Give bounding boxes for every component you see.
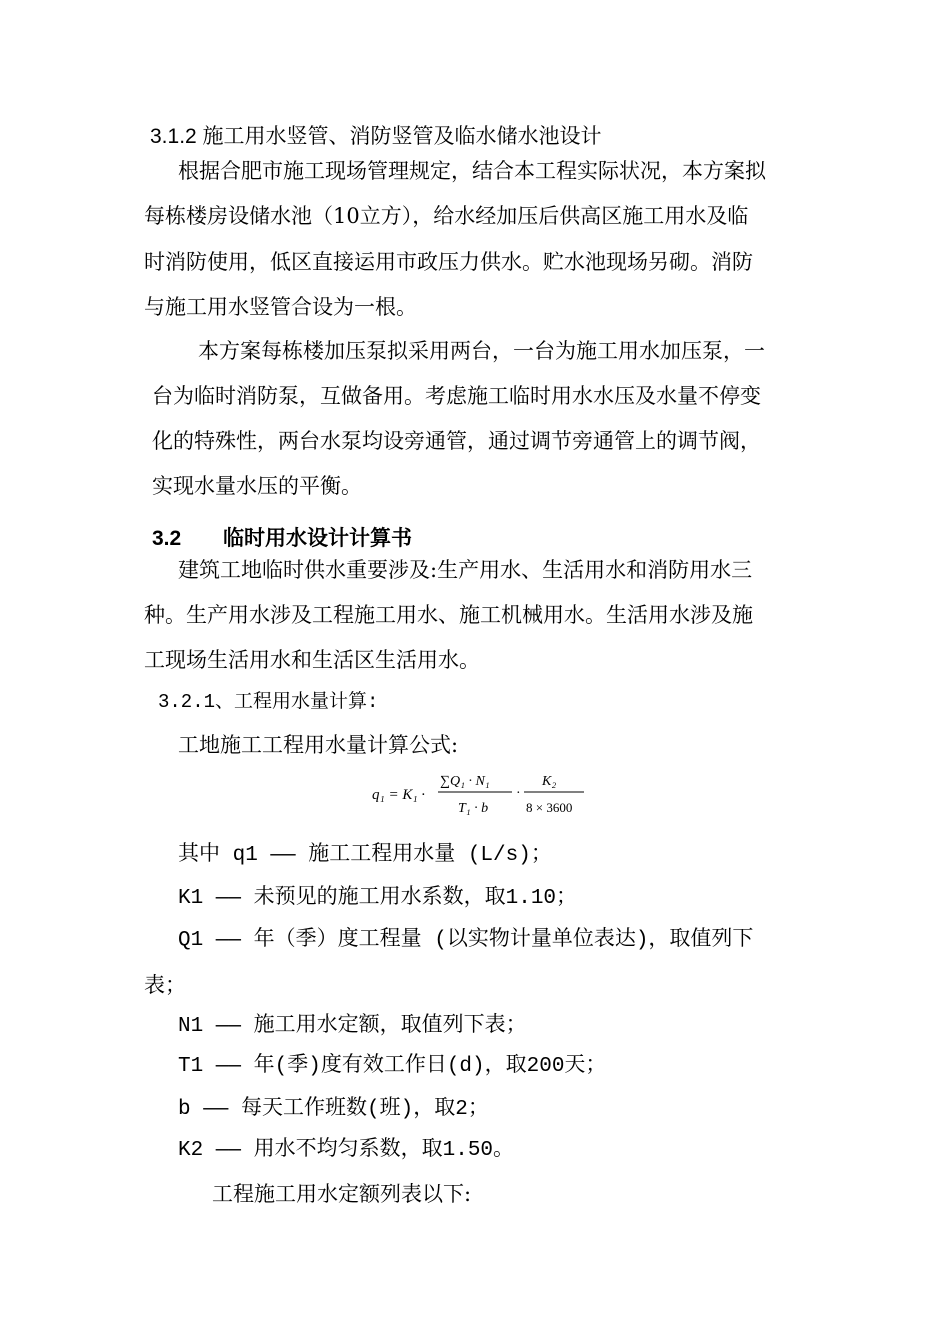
paragraph-line: 根据合肥市施工现场管理规定，结合本工程实际状况，本方案拟	[178, 159, 766, 183]
paragraph-line: 每栋楼房设储水池（10立方），给水经加压后供高区施工用水及临	[144, 204, 749, 228]
paragraph-line: 台为临时消防泵，互做备用。考虑施工临时用水水压及水量不停变	[152, 384, 761, 408]
paragraph-line: 种。生产用水涉及工程施工用水、施工机械用水。生活用水涉及施	[144, 603, 753, 627]
definition-k2: K2 —— 用水不均匀系数，取1.50。	[178, 1139, 515, 1162]
definition-b: b —— 每天工作班数(班)，取2；	[178, 1098, 489, 1121]
section-number-3-2: 3.2	[152, 527, 182, 550]
definition-t1: T1 —— 年(季)度有效工作日(d)，取200天；	[178, 1055, 607, 1078]
table-intro: 工程施工用水定额列表以下:	[212, 1182, 472, 1206]
section-heading-3-2-1: 3.2.1、工程用水量计算:	[158, 691, 379, 713]
paragraph-line: 工现场生活用水和生活区生活用水。	[144, 648, 480, 672]
paragraph-line: 本方案每栋楼加压泵拟采用两台，一台为施工用水加压泵，一	[198, 339, 765, 363]
definition-k1: K1 —— 未预见的施工用水系数，取1.10；	[178, 887, 578, 910]
formula-lhs: q₁ = K₁ ·	[372, 787, 426, 803]
water-usage-formula	[372, 766, 587, 818]
formula-dot: ·	[516, 786, 521, 801]
section-heading-3-1-2: 3.1.2 施工用水竖管、消防竖管及临水储水池设计	[150, 125, 602, 148]
definition-Q1-cont: 表；	[144, 973, 186, 997]
definition-n1: N1 —— 施工用水定额，取值列下表；	[178, 1015, 527, 1038]
paragraph-line: 实现水量水压的平衡。	[152, 474, 362, 498]
paragraph-line: 化的特殊性，两台水泵均设旁通管，通过调节旁通管上的调节阀，	[152, 429, 761, 453]
definition-Q1: Q1 —— 年（季）度工程量 (以实物计量单位表达)，取值列下	[178, 929, 754, 952]
formula-intro: 工地施工工程用水量计算公式:	[178, 733, 459, 757]
formula-numerator: ∑Q₁ · N₁	[440, 774, 490, 789]
formula-k2-denominator: 8 × 3600	[526, 800, 573, 815]
paragraph-line: 与施工用水竖管合设为一根。	[144, 295, 417, 319]
formula-k2: K₂	[542, 774, 557, 789]
section-title-3-2: 临时用水设计计算书	[223, 527, 412, 550]
paragraph-line: 建筑工地临时供水重要涉及:生产用水、生活用水和消防用水三	[178, 558, 753, 582]
formula-denominator: T₁ · b	[458, 801, 489, 816]
definition-q1: 其中 q1 —— 施工工程用水量 (L/s)；	[178, 844, 552, 867]
paragraph-line: 时消防使用，低区直接运用市政压力供水。贮水池现场另砌。消防	[144, 250, 753, 274]
